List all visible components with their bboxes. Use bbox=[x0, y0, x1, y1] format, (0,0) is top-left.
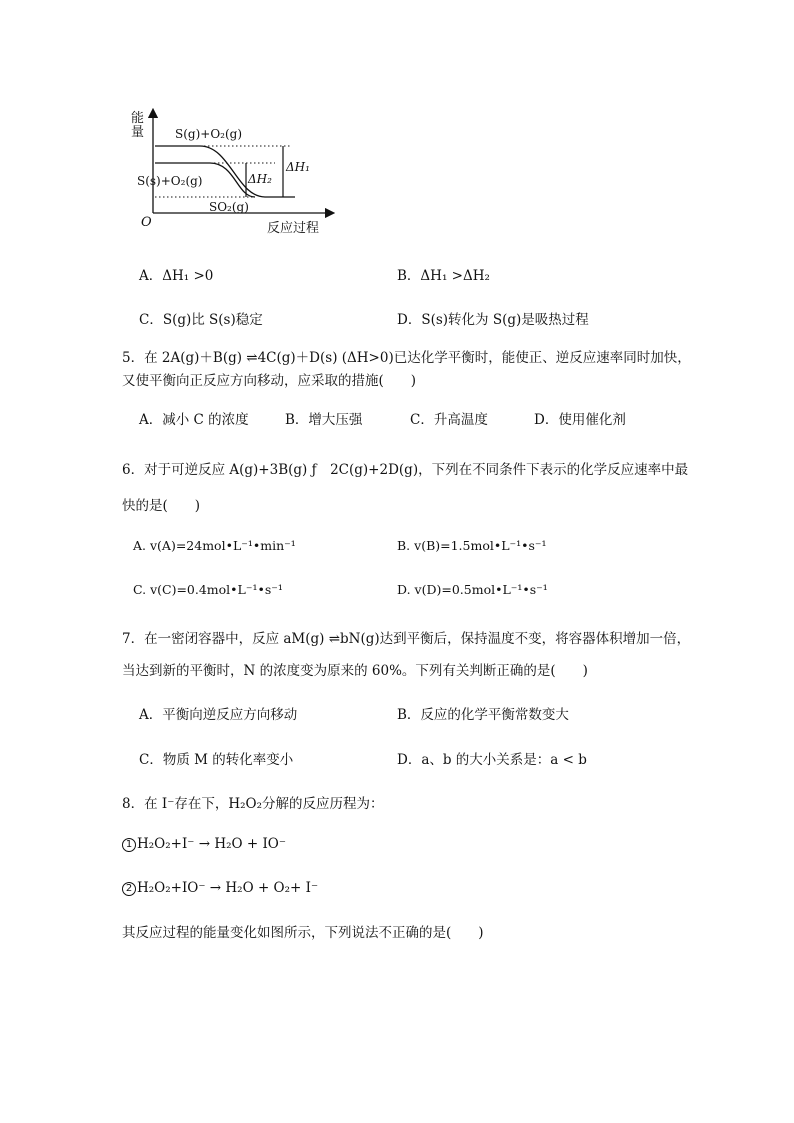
q8-step-1-text: H₂O₂+I⁻ → H₂O + IO⁻ bbox=[137, 836, 287, 852]
y-axis-label-2: 量 bbox=[131, 125, 145, 140]
q5-option-d: D．使用催化剂 bbox=[534, 412, 626, 428]
q5-option-a: A．减小 C 的浓度 bbox=[139, 412, 249, 428]
q7-option-c: C．物质 M 的转化率变小 bbox=[139, 752, 294, 768]
q5-stem-line2: 又使平衡向正反应方向移动，应采取的措施( ) bbox=[122, 373, 417, 389]
q7-stem-line1: 7．在一密闭容器中，反应 aM(g) ⇌bN(g)达到平衡后，保持温度不变，将容器体积增加一倍， bbox=[122, 631, 691, 647]
q6-option-a: A. v(A)=24mol•L⁻¹•min⁻¹ bbox=[133, 538, 296, 553]
q6-stem-line1: 6．对于可逆反应 A(g)+3B(g) ƒ 2C(g)+2D(g)，下列在不同条件下表示的化学反应速率中最 bbox=[122, 462, 689, 478]
q7-option-d: D．a、b 的大小关系是：a < b bbox=[397, 752, 587, 768]
q8-stem-line1: 8．在 I⁻存在下，H₂O₂分解的反应历程为： bbox=[122, 796, 384, 812]
curve-sg bbox=[155, 146, 295, 197]
q4-option-c: C．S(g)比 S(s)稳定 bbox=[139, 312, 263, 328]
q7-option-a: A．平衡向逆反应方向移动 bbox=[139, 707, 298, 723]
q8-step-1 bbox=[122, 836, 286, 852]
q8-step-2-text: H₂O₂+IO⁻ → H₂O + O₂+ I⁻ bbox=[137, 880, 319, 896]
bottom-level-label: SO₂(g) bbox=[209, 200, 249, 214]
q6-option-b: B. v(B)=1.5mol•L⁻¹•s⁻¹ bbox=[397, 538, 547, 553]
dh2-label: ΔH₂ bbox=[248, 172, 272, 186]
q8-step-2 bbox=[122, 880, 318, 896]
origin-label: O bbox=[141, 215, 152, 230]
q6-option-d: D. v(D)=0.5mol•L⁻¹•s⁻¹ bbox=[397, 582, 548, 597]
q7-stem-line2: 当达到新的平衡时，N 的浓度变为原来的 60%。下列有关判断正确的是( ) bbox=[122, 663, 588, 679]
q6-option-c: C. v(C)=0.4mol•L⁻¹•s⁻¹ bbox=[133, 582, 283, 597]
q4-option-a: A．ΔH₁ >0 bbox=[139, 268, 214, 284]
q5-option-b: B．增大压强 bbox=[285, 412, 363, 428]
q7-option-b: B．反应的化学平衡常数变大 bbox=[397, 707, 569, 723]
q4-option-d: D．S(s)转化为 S(g)是吸热过程 bbox=[397, 312, 589, 328]
q4-option-b: B．ΔH₁ >ΔH₂ bbox=[397, 268, 490, 284]
top-level-label: S(g)+O₂(g) bbox=[175, 127, 243, 141]
energy-diagram bbox=[125, 105, 340, 240]
circled-number-2: 2 bbox=[122, 882, 136, 896]
dh1-label: ΔH₁ bbox=[286, 160, 310, 174]
y-axis-label-1: 能 bbox=[131, 111, 145, 126]
x-axis-label: 反应过程 bbox=[267, 221, 320, 236]
q5-option-c: C．升高温度 bbox=[410, 412, 488, 428]
circled-number-1: 1 bbox=[122, 838, 136, 852]
mid-level-label: S(s)+O₂(g) bbox=[137, 174, 203, 188]
q8-stem-last: 其反应过程的能量变化如图所示，下列说法不正确的是( ) bbox=[122, 925, 484, 941]
q6-stem-line2: 快的是( ) bbox=[122, 498, 201, 514]
q5-stem-line1: 5．在 2A(g)＋B(g) ⇌4C(g)＋D(s) (ΔH>0)已达化学平衡时，能使正、逆反应速率同时加快， bbox=[122, 350, 691, 366]
